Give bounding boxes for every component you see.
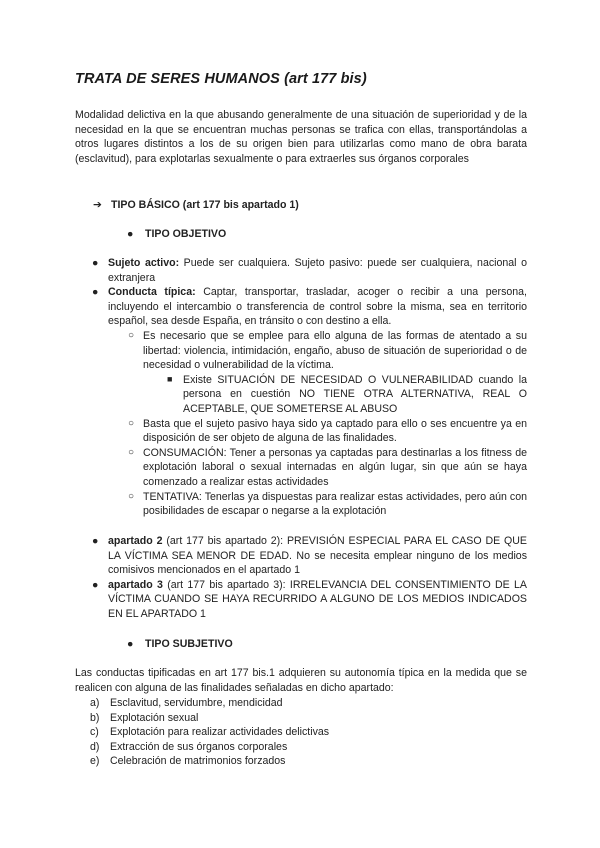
list-item: [90, 696, 520, 711]
bullet-icon: ●: [92, 578, 99, 591]
list-item-apartado-2: [92, 534, 527, 578]
sub-item-tentativa-text: TENTATIVA: Tenerlas ya dispuestas para realizar estas actividades, pero aún con posibilidades de escapar o negarse a la explotación: [143, 490, 527, 518]
list-letter: b): [90, 711, 100, 724]
sub-item-formas: [128, 329, 527, 373]
circle-bullet-icon: ○: [128, 417, 135, 429]
list-item: [90, 725, 520, 740]
list-letter: c): [90, 726, 99, 739]
list-item: [90, 711, 520, 726]
square-bullet-icon: ■: [167, 373, 173, 384]
bullet-icon: ●: [92, 257, 99, 269]
apartado-2-text: (art 177 bis apartado 2): PREVISIÓN ESPECIAL PARA EL CASO DE QUE LA VÍCTIMA SEA MENOR DE EDAD. No se necesita emplear ninguno de los medios comisivos mencionados en el apartado 1: [108, 535, 527, 577]
sub-item-captado: [128, 417, 527, 446]
objective-list: [92, 256, 527, 519]
apartado-3-label: apartado 3: [108, 578, 163, 591]
finalidades-intro: Las conductas tipificadas en art 177 bis.1 adquieren su autonomía típica en la medida que se realicen con alguna de las finalidades señaladas en dicho apartado:: [75, 667, 527, 694]
section-heading-basic-label: TIPO BÁSICO (art 177 bis apartado 1): [111, 199, 299, 211]
section-heading-objective: [127, 227, 226, 242]
list-letter: e): [90, 755, 100, 768]
section-heading-subjective: [127, 637, 233, 652]
sub-sub-item-vulnerabilidad-text: Existe SITUACIÓN DE NECESIDAD O VULNERABILIDAD cuando la persona en cuestión NO TIENE OTRA ALTERNATIVA, REAL O ACEPTABLE, QUE SOMETERSE AL ABUSO: [183, 373, 527, 415]
list-item: [90, 754, 520, 769]
list-item: [90, 740, 520, 755]
sub-item-consumacion-text: CONSUMACIÓN: Tener a personas ya captadas para destinarlas a los fitness de explotación laboral o sexual internadas en algún lugar, sin que aún se haya comenzado a realizar estas actividades: [143, 446, 527, 488]
section-heading-basic: [93, 198, 299, 213]
sujeto-label: Sujeto activo:: [108, 257, 180, 269]
list-item-text: Esclavitud, servidumbre, mendicidad: [110, 697, 283, 709]
conducta-label: Conducta típica:: [108, 286, 196, 299]
circle-bullet-icon: ○: [128, 490, 135, 502]
sub-item-formas-text: Es necesario que se emplee para ello alguna de las formas de atentado a su libertad: violencia, intimidación, engaño, abuso de situación de superioridad o de necesidad o vulnerabilidad de la víctima.: [143, 329, 527, 372]
circle-bullet-icon: ○: [128, 329, 135, 341]
section-heading-subjective-label: TIPO SUBJETIVO: [145, 638, 233, 650]
finalidades-list: [90, 696, 520, 769]
bullet-icon: ●: [92, 535, 99, 547]
intro-paragraph: Modalidad delictiva en la que abusando generalmente de una situación de superioridad y de la necesidad en la que se encuentran muchas personas se trafica con ellas, transportándolas a otros lugares distintos a los de su origen bien para utilizarlas como mano de obra barata (esclavitud), para explotarlas sexualmente o para extraerles sus órganos corporales: [75, 109, 527, 165]
list-letter: d): [90, 740, 100, 753]
sub-item-consumacion: [128, 446, 527, 490]
sub-item-captado-text: Basta que el sujeto pasivo haya sido ya captado para ello o ses encuentre ya en disposición de ser objeto de alguna de las finalidades.: [143, 417, 527, 445]
list-item-sujeto: [92, 256, 527, 285]
section-heading-objective-label: TIPO OBJETIVO: [145, 228, 227, 240]
sub-sub-item-vulnerabilidad: [167, 373, 527, 417]
arrow-right-icon: ➔: [93, 199, 102, 211]
sujeto-text: Puede ser cualquiera. Sujeto pasivo: puede ser cualquiera, nacional o extranjera: [108, 257, 527, 284]
bullet-icon: ●: [92, 286, 99, 299]
bullet-icon: ●: [127, 228, 134, 240]
apartado-2-label: apartado 2: [108, 535, 163, 547]
list-item-text: Explotación sexual: [110, 711, 199, 724]
list-letter: a): [90, 697, 100, 709]
apartados-list: [92, 534, 527, 622]
conducta-text: Captar, transportar, trasladar, acoger o recibir a una persona, incluyendo el intercambio o transferencia de control sobre la misma, sea en territorio español, sea desde España, en tránsito o con destino a ella.: [108, 286, 527, 328]
bullet-icon: ●: [127, 638, 134, 650]
list-item-conducta: [92, 285, 527, 329]
list-item-text: Celebración de matrimonios forzados: [110, 755, 286, 768]
list-item-text: Extracción de sus órganos corporales: [110, 740, 288, 753]
apartado-3-text: (art 177 bis apartado 3): IRRELEVANCIA DEL CONSENTIMIENTO DE LA VÍCTIMA CUANDO SE HAYA RECURRIDO A ALGUNO DE LOS MEDIOS INDICADOS EN EL APARTADO 1: [108, 578, 527, 620]
sub-item-tentativa: [128, 490, 527, 519]
page-title: TRATA DE SERES HUMANOS (art 177 bis): [75, 71, 367, 87]
list-item-apartado-3: [92, 578, 527, 622]
circle-bullet-icon: ○: [128, 446, 135, 458]
list-item-text: Explotación para realizar actividades delictivas: [110, 726, 330, 739]
